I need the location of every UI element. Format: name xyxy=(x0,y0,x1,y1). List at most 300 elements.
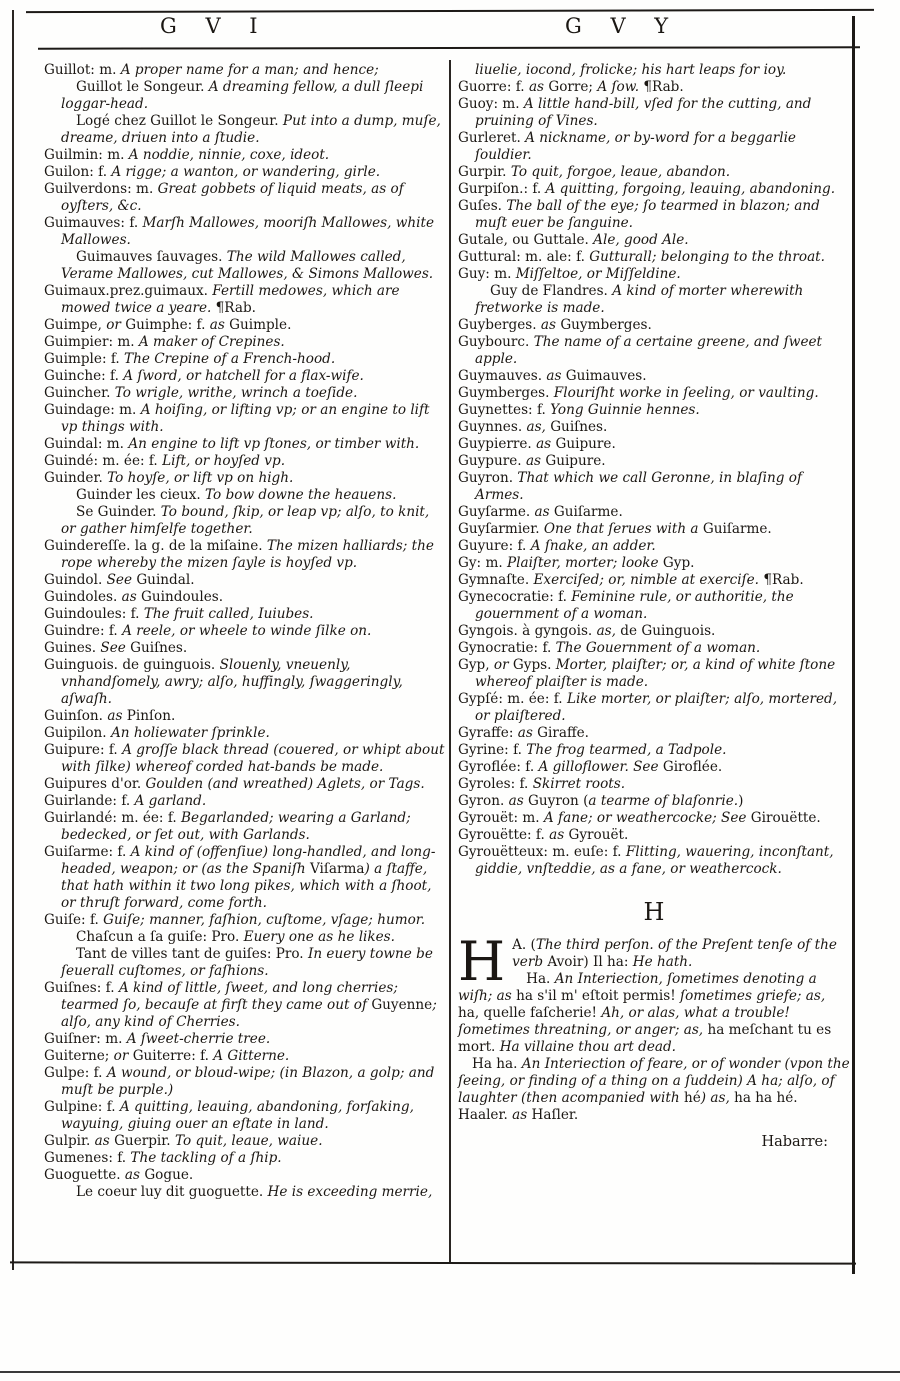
definition-text: A little hand-bill, vſed for the cutting, and pruining of Vines. xyxy=(475,96,812,129)
headword-text: Guiterre: f. xyxy=(132,1048,214,1064)
headword-text: Le coeur luy dit guoguette. xyxy=(76,1184,268,1200)
headword-text: Guorre: f. xyxy=(458,79,529,95)
dictionary-entry xyxy=(44,1167,446,1184)
dictionary-entry xyxy=(458,640,850,657)
definition-text: as xyxy=(517,725,538,741)
dictionary-entry xyxy=(44,215,446,249)
headword-text: Guoguette. xyxy=(44,1167,125,1183)
headword-text: Gutale, ou Guttale. xyxy=(458,232,594,248)
definition-text: He hath. xyxy=(632,954,693,970)
headword-text: Gymnaſte. xyxy=(458,572,534,588)
dictionary-entry xyxy=(44,1048,446,1065)
dictionary-entry xyxy=(44,980,446,1031)
definition-text: A reele, or wheele to winde ſilke on. xyxy=(122,623,372,639)
headword-text: Guilmin: m. xyxy=(44,147,129,163)
column-divider-rule xyxy=(449,60,451,1262)
definition-text: A ſweet-cherrie tree. xyxy=(126,1031,271,1047)
dictionary-entry xyxy=(44,640,446,657)
bottom-rule xyxy=(10,1261,856,1264)
definition-text: as xyxy=(107,708,127,724)
dictionary-entry xyxy=(44,164,446,181)
headword-text: Gyp. xyxy=(662,555,695,571)
dictionary-entry xyxy=(458,589,850,623)
headword-text: Guiſner: m. xyxy=(44,1031,127,1047)
headword-text: Guilon: f. xyxy=(44,164,112,180)
dictionary-entry xyxy=(458,971,850,1056)
headword-text: Gulpine: f. xyxy=(44,1099,120,1115)
definition-text: or xyxy=(106,317,126,333)
headword-text: Guincher. xyxy=(44,385,115,401)
dictionary-entry xyxy=(44,538,446,572)
dictionary-entry xyxy=(458,1056,850,1107)
headword-text: Guindol. xyxy=(44,572,107,588)
definition-text: To hoyſe, or lift vp on high. xyxy=(107,470,294,486)
dictionary-entry xyxy=(458,538,850,555)
definition-text: or xyxy=(493,657,513,673)
headword-text: Gy: m. xyxy=(458,555,507,571)
definition-text: Miſſeltoe, or Miſſeldine. xyxy=(515,266,681,282)
headword-text: Gyroflée: f. xyxy=(458,759,539,775)
definition-text: See xyxy=(106,572,137,588)
dictionary-entry xyxy=(44,436,446,453)
definition-text: Ale, good Ale. xyxy=(593,232,689,248)
headword-text: Guindoules: f. xyxy=(44,606,144,622)
definition-text: A ſnake, an adder. xyxy=(530,538,656,554)
definition-text: a tearme of blaſonrie. xyxy=(588,793,739,809)
definition-text: Euery one as he likes. xyxy=(243,929,395,945)
headword-text: Guiſnes. xyxy=(130,640,188,656)
definition-text: A fane; or weathercocke; See xyxy=(543,810,751,826)
headword-text: Guindoles. xyxy=(44,589,122,605)
dictionary-entry xyxy=(458,402,850,419)
dictionary-entry xyxy=(44,181,446,215)
definition-text: A maker of Crepines. xyxy=(138,334,285,350)
headword-text: Ha. xyxy=(526,971,555,987)
definition-text: Guiſe; manner, faſhion, cuſtome, vſage; humor. xyxy=(103,912,426,928)
dictionary-entry xyxy=(458,317,850,334)
dictionary-entry xyxy=(44,793,446,810)
dictionary-entry xyxy=(458,827,850,844)
headword-text: ) xyxy=(738,793,744,809)
headword-text: Guinder les cieux. xyxy=(76,487,206,503)
definition-text: as xyxy=(546,368,566,384)
headword-text: ha ha hé. xyxy=(734,1090,798,1106)
definition-text: He is exceeding merrie, xyxy=(267,1184,433,1200)
headword-text: Gypſé: m. ée: f. xyxy=(458,691,567,707)
headword-text: Viſarma xyxy=(309,861,365,877)
headword-text: Guindre: f. xyxy=(44,623,123,639)
definition-text: ; alſo, any kind of Cherries. xyxy=(61,997,437,1030)
dictionary-entry xyxy=(458,844,850,878)
definition-text: as, xyxy=(596,623,621,639)
definition-text: The mizen halliards; the rope whereby the mizen ſayle is hoyſed vp. xyxy=(61,538,434,571)
section-heading: H xyxy=(643,898,665,926)
definition-text: Ha villaine thou art dead. xyxy=(499,1039,677,1055)
top-rule-outer xyxy=(26,9,874,13)
definition-text: The Crepine of a French-hood. xyxy=(124,351,336,367)
dictionary-entry xyxy=(44,283,446,317)
definition-text: To bow downe the heauens. xyxy=(205,487,397,503)
right-border-rule xyxy=(852,16,855,1274)
headword-text: Guiterne; xyxy=(44,1048,114,1064)
headword-text: Guymberges. xyxy=(560,317,652,333)
headword-text: Guimpe, xyxy=(44,317,107,333)
headword-text: Guſes. xyxy=(458,198,507,214)
definition-text: Great gobbets of liquid meats, as of oyſters, &c. xyxy=(61,181,404,214)
headword-text: Guirlande: f. xyxy=(44,793,135,809)
headword-text: Guyberges. xyxy=(458,317,541,333)
headword-text: Guttural: m. ale: f. xyxy=(458,249,590,265)
headword-text: Guipure: f. xyxy=(44,742,123,758)
dictionary-entry xyxy=(458,283,850,317)
headword-text: Guindal. xyxy=(136,572,195,588)
headword-text: ¶Rab. xyxy=(763,572,804,588)
definition-text: Like morter, or plaiſter; alſo, mortered, or plaiſtered. xyxy=(475,691,838,724)
dictionary-entry xyxy=(458,810,850,827)
definition-text: Flitting, wauering, inconſtant, giddie, vnſteddie, as a fane, or weathercock. xyxy=(475,844,834,877)
dictionary-entry xyxy=(44,317,446,334)
dictionary-entry xyxy=(44,606,446,623)
dictionary-entry xyxy=(44,504,446,538)
dictionary-entry xyxy=(458,436,850,453)
definition-text: as xyxy=(94,1133,115,1149)
definition-text: In euery towne be ſeuerall cuſtomes, or faſhions. xyxy=(61,946,433,979)
headword-text: ha, quelle faſcherie! xyxy=(458,1005,602,1021)
dictionary-entry xyxy=(44,742,446,776)
dictionary-entry xyxy=(44,62,446,79)
headword-text: Guindage: m. xyxy=(44,402,141,418)
definition-text: A gilloflower. See xyxy=(538,759,663,775)
definition-text: A hoiſing, or lifting vp; or an engine to lift vp things with. xyxy=(61,402,430,435)
right-column xyxy=(458,62,850,1151)
headword-text: Guyron ( xyxy=(528,793,589,809)
dictionary-entry xyxy=(44,1065,446,1099)
dictionary-entry xyxy=(44,79,446,113)
headword-text: Guines. xyxy=(44,640,101,656)
headword-text: Tant de villes tant de guiſes: Pro. xyxy=(76,946,308,962)
definition-text: liuelie, iocond, frolicke; his hart leaps for ioy. xyxy=(475,62,787,78)
headword-text: Gogue. xyxy=(144,1167,194,1183)
headword-text: Guinſon. xyxy=(44,708,108,724)
headword-text: Gurpiſon.: f. xyxy=(458,181,546,197)
headword-text: Guimauves: f. xyxy=(44,215,143,231)
catchword: Habarre: xyxy=(761,1134,828,1150)
definition-text: The frog tearmed, a Tadpole. xyxy=(526,742,727,758)
headword-text: Guimphe: f. xyxy=(125,317,210,333)
headword-text: Gyron. xyxy=(458,793,509,809)
drop-cap: H xyxy=(458,930,506,993)
dictionary-entry xyxy=(44,589,446,606)
dictionary-entry xyxy=(44,912,446,929)
dictionary-entry xyxy=(44,572,446,589)
headword-text: Gynecocratie: f. xyxy=(458,589,572,605)
dictionary-entry xyxy=(44,113,446,147)
dictionary-entry xyxy=(44,1031,446,1048)
dictionary-entry xyxy=(458,198,850,232)
dictionary-entry xyxy=(458,555,850,572)
dictionary-entry xyxy=(44,249,446,283)
headword-text: Guynnes. xyxy=(458,419,527,435)
headword-text: Guyron. xyxy=(458,470,518,486)
page-edge-line xyxy=(0,1371,900,1373)
definition-text: The tackling of a ſhip. xyxy=(130,1150,282,1166)
dictionary-entry xyxy=(44,776,446,793)
headword-text: Guillot le Songeur. xyxy=(76,79,209,95)
dictionary-entry xyxy=(44,623,446,640)
headword-text: ha meſchant tu es mort. xyxy=(458,1022,832,1055)
definition-text: To quit, leaue, waiue. xyxy=(174,1133,323,1149)
dictionary-entry xyxy=(458,793,850,810)
headword-text: Guipure. xyxy=(555,436,616,452)
definition-text: An Interiection of feare, or of wonder (vpon the ſeeing, or finding of a thing on a ſuddein) A ha; alſo, of laughter (then acompanied with xyxy=(458,1056,850,1106)
headword-text: Gulpir. xyxy=(44,1133,95,1149)
headword-text: ¶Rab. xyxy=(643,79,684,95)
headword-text: Gyp, xyxy=(458,657,494,673)
left-border-rule xyxy=(12,10,14,1270)
definition-text: ) as, xyxy=(700,1090,735,1106)
headword-text: Gurleret. xyxy=(458,130,526,146)
headword-text: Guindoules. xyxy=(141,589,224,605)
definition-text: A Gitterne. xyxy=(213,1048,290,1064)
definition-text: Lift, or hoyſed vp. xyxy=(162,453,286,469)
headword-text: Pinſon. xyxy=(126,708,176,724)
dictionary-entry xyxy=(458,96,850,130)
definition-text: ſometimes griefe; as, xyxy=(680,988,826,1004)
headword-text: Guoy: m. xyxy=(458,96,524,112)
headword-text: Gyrouët: m. xyxy=(458,810,544,826)
headword-text: Guipure. xyxy=(545,453,606,469)
dictionary-entry xyxy=(458,266,850,283)
definition-text: as xyxy=(525,453,546,469)
headword-text: Gulpe: f. xyxy=(44,1065,107,1081)
headword-text: Giroflée. xyxy=(662,759,723,775)
headword-text: Gurpir. xyxy=(458,164,511,180)
headword-text: Guy de Flandres. xyxy=(490,283,613,299)
definition-text: as xyxy=(508,793,529,809)
headword-text: Guiſe: f. xyxy=(44,912,104,928)
headword-text: Gyps. xyxy=(512,657,556,673)
headword-text: Guyſarme. xyxy=(458,504,535,520)
headword-text: Gyraffe: xyxy=(458,725,518,741)
definition-text: A wound, or bloud-wipe; (in Blazon, a golp; and muſt be purple.) xyxy=(61,1065,435,1098)
headword-text: Gyrine: f. xyxy=(458,742,527,758)
headword-text: Guymberges. xyxy=(458,385,554,401)
headword-text: Guymauves. xyxy=(458,368,547,384)
headword-text: Haſler. xyxy=(531,1107,579,1123)
dictionary-entry xyxy=(458,691,850,725)
definition-text: One that ſerues with a xyxy=(543,521,703,537)
headword-text: Guinder. xyxy=(44,470,108,486)
headword-text: Chaſcun a ſa guiſe: Pro. xyxy=(76,929,244,945)
headword-text: de Guinguois. xyxy=(620,623,716,639)
definition-text: Begarlanded; wearing a Garland; bedecked, or ſet out, with Garlands. xyxy=(61,810,411,843)
headword-text: Guimpier: m. xyxy=(44,334,139,350)
definition-text: Goulden (and wreathed) Aglets, or Tags. xyxy=(145,776,425,792)
definition-text: A dreaming fellow, a dull ſleepi loggar-head. xyxy=(61,79,424,112)
definition-text: or xyxy=(113,1048,133,1064)
definition-text: A quitting, leauing, abandoning, forſaking, wayuing, giuing ouer an eſtate in land. xyxy=(61,1099,414,1132)
definition-text: Marſh Mallowes, mooriſh Mallowes, white Mallowes. xyxy=(61,215,435,248)
dictionary-entry xyxy=(458,504,850,521)
definition-text: Put into a dump, muſe, dreame, driuen into a ſtudie. xyxy=(61,113,441,146)
dictionary-entry xyxy=(458,1107,850,1124)
headword-text: Gyrouët. xyxy=(568,827,629,843)
definition-text: as xyxy=(534,504,554,520)
definition-text: A noddie, ninnie, coxe, ideot. xyxy=(128,147,330,163)
headword-text: Girouëtte. xyxy=(750,810,821,826)
definition-text: A kind of (offenſiue) long-handled, and long-headed, weapon; or (as the Spaniſh xyxy=(61,844,436,877)
definition-text: as xyxy=(528,79,549,95)
definition-text: as xyxy=(121,589,142,605)
definition-text: Skirret roots. xyxy=(532,776,626,792)
definition-text: A garland. xyxy=(134,793,207,809)
dictionary-entry xyxy=(458,130,850,164)
dictionary-entry xyxy=(44,147,446,164)
definition-text: The ball of the eye; ſo tearmed in blazon; and muſt euer be ſanguine. xyxy=(475,198,820,231)
definition-text: The wild Mallowes called, Verame Mallowes, cut Mallowes, & Simons Mallowes. xyxy=(61,249,434,282)
dictionary-entry xyxy=(44,453,446,470)
definition-text: The name of a certaine greene, and ſweet apple. xyxy=(475,334,822,367)
definition-text: Feminine rule, or authoritie, the gouernment of a woman. xyxy=(475,589,794,622)
headword-text: Guirlandé: m. ée: f. xyxy=(44,810,182,826)
left-column xyxy=(44,62,446,1201)
headword-text: Gyrouëtte: f. xyxy=(458,827,550,843)
running-head-right: G V Y xyxy=(565,14,680,38)
headword-text: Guipures d'or. xyxy=(44,776,146,792)
dictionary-entry xyxy=(44,1150,446,1167)
headword-text: Gyngois. à gyngois. xyxy=(458,623,597,639)
headword-text: Guiſnes. xyxy=(550,419,608,435)
headword-text: Guiſarme. xyxy=(702,521,772,537)
headword-text: Guillot: m. xyxy=(44,62,121,78)
dictionary-entry xyxy=(458,181,850,198)
dictionary-entry xyxy=(44,810,446,844)
headword-text: Se Guinder. xyxy=(76,504,161,520)
definition-text: The Gouernment of a woman. xyxy=(555,640,761,656)
dictionary-entry xyxy=(44,351,446,368)
headword-text: Guypure. xyxy=(458,453,526,469)
dictionary-entry xyxy=(44,946,446,980)
definition-text: To wrigle, writhe, wrinch a toeſide. xyxy=(114,385,358,401)
dictionary-entry xyxy=(458,742,850,759)
headword-text: Guynettes: f. xyxy=(458,402,551,418)
headword-text: Ha ha. xyxy=(472,1056,522,1072)
dictionary-entry xyxy=(458,79,850,96)
definition-text: A groſſe black thread (couered, or whipt about with ſilke) whereof corded hat-bands be made. xyxy=(61,742,445,775)
dictionary-entry xyxy=(44,929,446,946)
definition-text: To quit, forgoe, leaue, abandon. xyxy=(510,164,731,180)
headword-text: Guypierre. xyxy=(458,436,537,452)
dictionary-entry xyxy=(458,368,850,385)
headword-text: Guinguois. de guinguois. xyxy=(44,657,220,673)
definition-text: as xyxy=(549,827,569,843)
headword-text: Gyrouëtteux: m. euſe: f. xyxy=(458,844,626,860)
definition-text: Fertill medowes, which are mowed twice a yeare. xyxy=(61,283,400,316)
headword-text: Logé chez Guillot le Songeur. xyxy=(76,113,283,129)
definition-text: as xyxy=(536,436,556,452)
headword-text: Gyroles: f. xyxy=(458,776,533,792)
headword-text: Gynocratie: f. xyxy=(458,640,556,656)
definition-text: Slouenly, vneuenly, vnhandſomely, awry; alſo, huffingly, ſwaggeringly, aſwaſh. xyxy=(61,657,403,707)
dictionary-entry xyxy=(458,521,850,538)
definition-text: A kind of morter wherewith fretworke is made. xyxy=(475,283,804,316)
headword-text: Guyenne xyxy=(371,997,433,1013)
dictionary-entry xyxy=(44,844,446,912)
dictionary-entry xyxy=(458,776,850,793)
dictionary-entry xyxy=(44,725,446,742)
headword-text: A. ( xyxy=(512,937,536,953)
dictionary-entry xyxy=(458,572,850,589)
headword-text: Guimaux.prez.guimaux. xyxy=(44,283,213,299)
headword-text: Guinche: f. xyxy=(44,368,124,384)
definition-text: An holiewater ſprinkle. xyxy=(110,725,270,741)
definition-text: Gutturall; belonging to the throat. xyxy=(589,249,825,265)
headword-text: ha s'il m' eſtoit permis! xyxy=(516,988,681,1004)
dictionary-entry xyxy=(458,249,850,266)
headword-text: hé xyxy=(683,1090,701,1106)
dictionary-entry xyxy=(458,725,850,742)
definition-text: The fruit called, Iuiubes. xyxy=(143,606,314,622)
definition-text: Ah, or alas, what a trouble! ſometimes threatning, or anger; as, xyxy=(458,1005,790,1038)
headword-text: Guindé: m. ée: f. xyxy=(44,453,163,469)
headword-text: Guy: m. xyxy=(458,266,516,282)
headword-text: Guimauves ſauvages. xyxy=(76,249,227,265)
dictionary-entry xyxy=(44,487,446,504)
dictionary-entry xyxy=(458,164,850,181)
dictionary-entry xyxy=(458,623,850,640)
definition-text: A kind of little, ſweet, and long cherries; tearmed ſo, becauſe at firſt they came out of xyxy=(61,980,398,1013)
definition-text: as xyxy=(124,1167,145,1183)
definition-text: To bound, ſkip, or leap vp; alſo, to knit, or gather himſelfe together. xyxy=(61,504,430,537)
definition-text: as, xyxy=(526,419,551,435)
headword-text: Guyure: f. xyxy=(458,538,531,554)
definition-text: A proper name for a man; and hence; xyxy=(120,62,379,78)
headword-text: Avoir) Il ha: xyxy=(547,954,633,970)
dictionary-entry xyxy=(458,334,850,368)
definition-text: as xyxy=(512,1107,532,1123)
headword-text: Guipilon. xyxy=(44,725,111,741)
headword-text: Guindal: m. xyxy=(44,436,129,452)
headword-text: Guybourc. xyxy=(458,334,534,350)
definition-text: Flouriſht worke in ſeeling, or vaulting. xyxy=(553,385,819,401)
dictionary-entry xyxy=(458,453,850,470)
headword-text: Giraffe. xyxy=(537,725,589,741)
definition-text: Plaiſter, morter; looke xyxy=(506,555,663,571)
definition-text: See xyxy=(100,640,131,656)
dictionary-entry xyxy=(44,402,446,436)
definition-text: An engine to lift vp ſtones, or timber with. xyxy=(128,436,420,452)
headword-text: Guimple: f. xyxy=(44,351,125,367)
headword-text: Guilverdons: m. xyxy=(44,181,158,197)
headword-text: Guiſarme. xyxy=(553,504,623,520)
dictionary-entry xyxy=(44,1099,446,1133)
dictionary-entry xyxy=(44,1133,446,1150)
definition-text: Exerciſed; or, nimble at exerciſe. xyxy=(533,572,764,588)
dictionary-entry xyxy=(458,470,850,504)
running-head xyxy=(0,14,900,46)
dictionary-entry xyxy=(458,385,850,402)
dictionary-entry xyxy=(44,368,446,385)
headword-text: Guindereſſe. la g. de la miſaine. xyxy=(44,538,267,554)
headword-text: Guimauves. xyxy=(565,368,647,384)
dictionary-entry xyxy=(458,419,850,436)
dictionary-entry xyxy=(44,1184,446,1201)
headword-text: Guyſarmier. xyxy=(458,521,544,537)
definition-text: An Interiection, ſometimes denoting a wiſh; as xyxy=(458,971,817,1004)
dictionary-entry xyxy=(44,470,446,487)
top-rule-inner xyxy=(38,46,860,49)
definition-text: A nickname, or by-word for a beggarlie ſouldier. xyxy=(475,130,796,163)
